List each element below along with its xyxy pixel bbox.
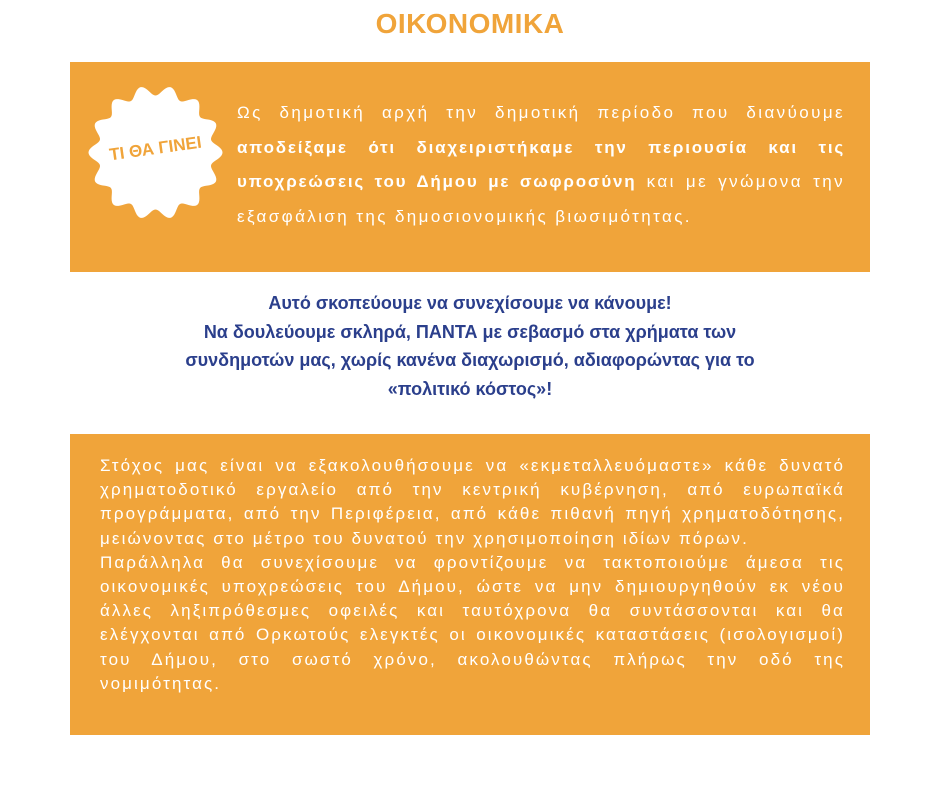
- bottom-paragraph-2: Παράλληλα θα συνεχίσουμε να φροντίζουμε να τακτοποιούμε άμεσα τις οικονομικές υποχρεώσεις του Δήμου, ώστε να μην δημιουργηθούν εκ νέου άλλες ληξιπρόθεσμες οφειλές και ταυτόχρονα θα συντάσσονται και θα ελέγχονται από Ορκωτούς ελεγκτές οι οικονομικές καταστάσεις (ισολογισμοί) του Δήμου, στο σωστό χρόνο, ακολουθώντας πλήρως την οδό της νομιμότητας.: [100, 552, 845, 693]
- slogan-line-1: Αυτό σκοπεύουμε να συνεχίσουμε να κάνουμε!: [268, 293, 672, 313]
- bottom-paragraphs: [100, 454, 845, 696]
- slogan-line-4: «πολιτικό κόστος»!: [387, 378, 553, 399]
- bottom-info-panel: [70, 434, 870, 735]
- bottom-paragraph-1: Στόχος μας είναι να εξακολουθήσουμε να «εκμεταλλευόμαστε» κάθε δυνατό χρηματοδοτικό εργαλείο από την κεντρική κυβέρνηση, από ευρωπαϊκά προγράμματα, από την Περιφέρεια, από κάθε πιθανή πηγή χρηματοδότησης, μειώνοντας στο μέτρο του δυνατού την χρησιμοποίηση ιδίων πόρων.: [100, 456, 845, 548]
- top-paragraph: [237, 96, 845, 234]
- top-paragraph-bold: αποδείξαμε ότι διαχειριστήκαμε την περιουσία και τις υποχρεώσεις του Δήμου με σωφροσύνη: [237, 137, 845, 191]
- top-paragraph-part1: Ως δημοτική αρχή την δημοτική περίοδο που διανύουμε: [237, 103, 845, 122]
- page-title: ΟΙΚΟΝΟΜΙΚΑ: [375, 8, 565, 39]
- top-paragraph-part2: και με γνώμονα την εξασφάλιση της δημοσιονομικής βιωσιμότητας.: [237, 172, 845, 226]
- slogan-line-3: συνδημοτών μας, χωρίς κανένα διαχωρισμό, αδιαφορώντας για το: [185, 350, 755, 370]
- badge-label: ΤΙ ΘΑ ΓΙΝΕΙ: [108, 132, 203, 165]
- slogan-block: [70, 289, 870, 403]
- slogan-line-2: Να δουλεύουμε σκληρά, ΠΑΝΤΑ με σεβασμό στα χρήματα των: [203, 321, 737, 342]
- top-info-panel: [70, 62, 870, 272]
- badge-seal: [88, 85, 223, 220]
